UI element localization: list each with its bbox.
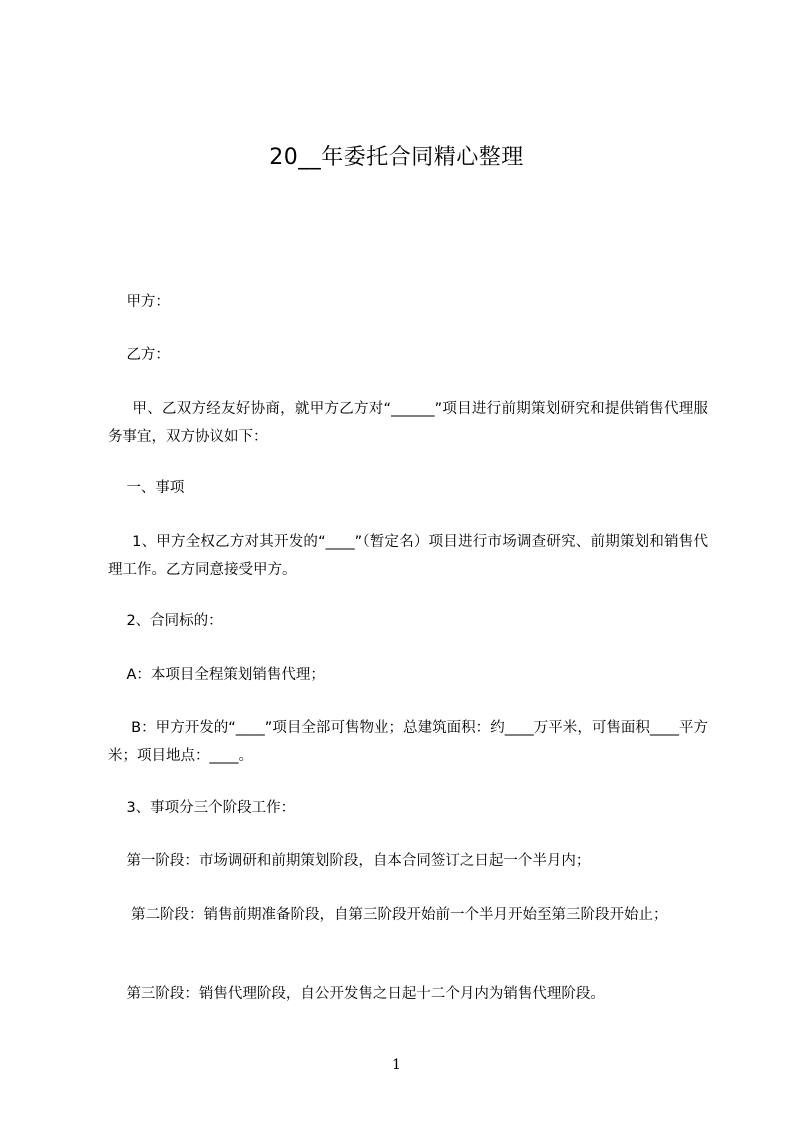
document-title: 20__年委托合同精心整理	[269, 145, 524, 170]
clause-2a-paragraph: A：本项目全程策划销售代理；	[108, 667, 325, 683]
section-heading-matters: 一、事项	[108, 480, 185, 496]
clause-2-heading: 2、合同标的：	[108, 613, 223, 629]
phase-2-paragraph: 第二阶段：销售前期准备阶段，自第三阶段开始前一个半月开始至第三阶段开始止；	[108, 907, 668, 923]
clause-2b-paragraph: B：甲方开发的“____”项目全部可售物业；总建筑面积：约____万平米，可售面积____平方米；项目地点：____。	[108, 720, 709, 764]
clause-3-heading: 3、事项分三个阶段工作：	[108, 800, 296, 816]
party-a-line: 甲方：	[108, 294, 170, 310]
phase-3-paragraph: 第三阶段：销售代理阶段，自公开发售之日起十二个月内为销售代理阶段。	[108, 986, 605, 1002]
party-b-line: 乙方：	[108, 347, 170, 363]
page-number: 1	[392, 1057, 401, 1073]
intro-paragraph: 甲、乙双方经友好协商，就甲方乙方对“______”项目进行前期策划研究和提供销售代理服务事宜，双方协议如下：	[108, 401, 708, 445]
clause-1-paragraph: 1、甲方全权乙方对其开发的“____”（暂定名）项目进行市场调查研究、前期策划和销售代理工作。乙方同意接受甲方。	[108, 534, 709, 578]
phase-1-paragraph: 第一阶段：市场调研和前期策划阶段，自本合同签订之日起一个半月内；	[108, 853, 591, 869]
